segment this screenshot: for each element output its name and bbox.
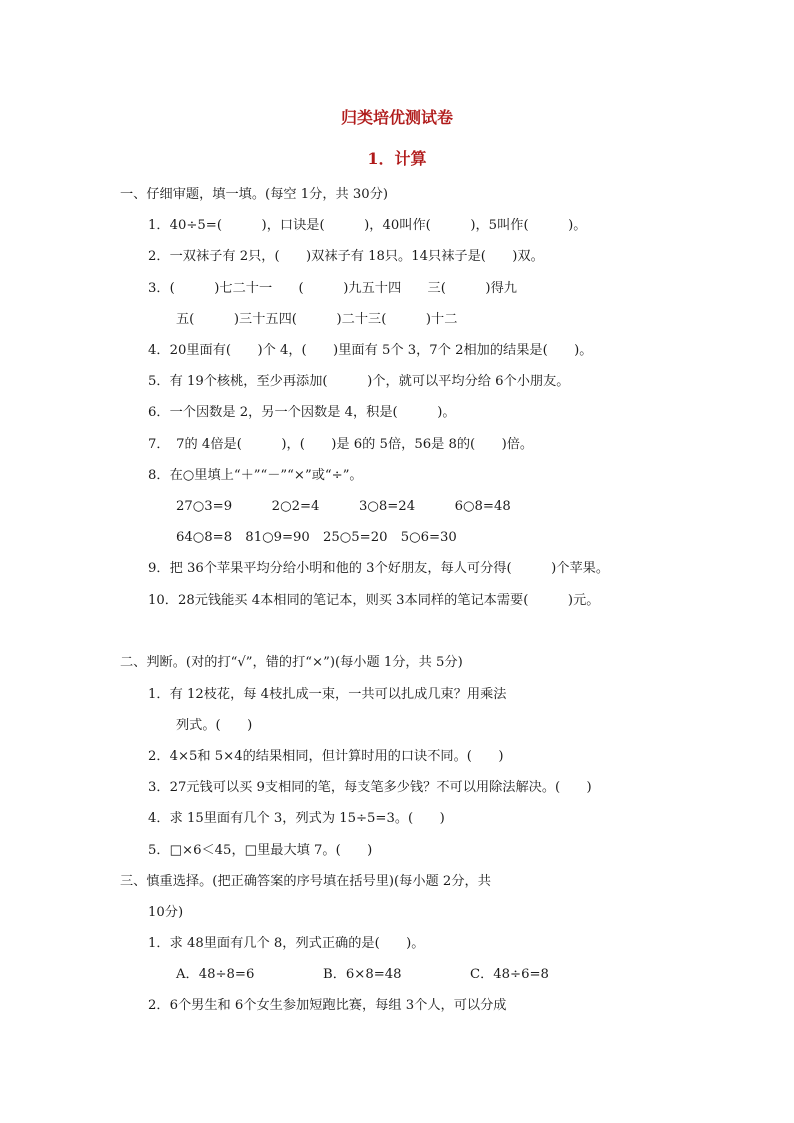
question-1-9: 9．把 36个苹果平均分给小明和他的 3个好朋友，每人可分得( )个苹果。 [148, 561, 610, 576]
question-1-3-line1: 3．( )七二十一 ( )九五十四 三( )得九 [148, 281, 517, 296]
question-1-3-line2: 五( )三十五四( )二十三( )十二 [176, 312, 458, 327]
question-2-1: 1．有 12枝花，每 4枝扎成一束，一共可以扎成几束？用乘法 [148, 687, 507, 702]
section-title: 1．计算 [367, 149, 427, 168]
question-1-10: 10．28元钱能买 4本相同的笔记本，则买 3本同样的笔记本需要( )元。 [148, 593, 600, 608]
question-3-1: 1．求 48里面有几个 8，列式正确的是( )。 [148, 936, 425, 951]
section-1-heading: 一、仔细审题，填一填。(每空 1分，共 30分) [120, 187, 389, 202]
section-3-heading: 三、慎重选择。(把正确答案的序号填在括号里)(每小题 2分，共 [120, 874, 491, 889]
question-1-8: 8．在○里填上“＋”“－”“×”或“÷”。 [148, 468, 363, 483]
question-2-5: 5．□×6＜45，□里最大填 7。( ) [148, 843, 373, 858]
section-2-heading: 二、判断。(对的打“√”，错的打“×”)(每小题 1分，共 5分) [120, 655, 463, 670]
question-2-3: 3．27元钱可以买 9支相同的笔，每支笔多少钱？不可以用除法解决。( ) [148, 780, 592, 795]
page-title: 归类培优测试卷 [340, 108, 453, 127]
question-2-2: 2．4×5和 5×4的结果相同，但计算时用的口诀不同。( ) [148, 749, 504, 764]
section-3-heading-cont: 10分) [148, 905, 184, 920]
question-1-2: 2．一双袜子有 2只，( )双袜子有 18只。14只袜子是( )双。 [148, 249, 544, 264]
question-1-8-row1: 27○3=9 2○2=4 3○8=24 6○8=48 [176, 499, 511, 514]
option-a: A．48÷8=6 [176, 967, 255, 982]
question-1-7: 7． 7的 4倍是( )，( )是 6的 5倍，56是 8的( )倍。 [148, 437, 534, 452]
question-2-4: 4．求 15里面有几个 3，列式为 15÷5=3。( ) [148, 811, 445, 826]
question-2-1-cont: 列式。( ) [176, 718, 253, 733]
question-1-5: 5．有 19个核桃，至少再添加( )个，就可以平均分给 6个小朋友。 [148, 374, 570, 389]
question-1-4: 4．20里面有( )个 4，( )里面有 5个 3，7个 2相加的结果是( )。 [148, 343, 593, 358]
question-1-8-row2: 64○8=8 81○9=90 25○5=20 5○6=30 [176, 530, 457, 545]
option-b: B．6×8=48 [323, 967, 402, 982]
question-1-6: 6．一个因数是 2，另一个因数是 4，积是( )。 [148, 405, 456, 420]
option-c: C．48÷6=8 [470, 967, 549, 982]
question-1-1: 1．40÷5=( )，口诀是( )，40叫作( )，5叫作( )。 [148, 218, 587, 233]
question-3-2: 2．6个男生和 6个女生参加短跑比赛，每组 3个人，可以分成 [148, 998, 507, 1013]
